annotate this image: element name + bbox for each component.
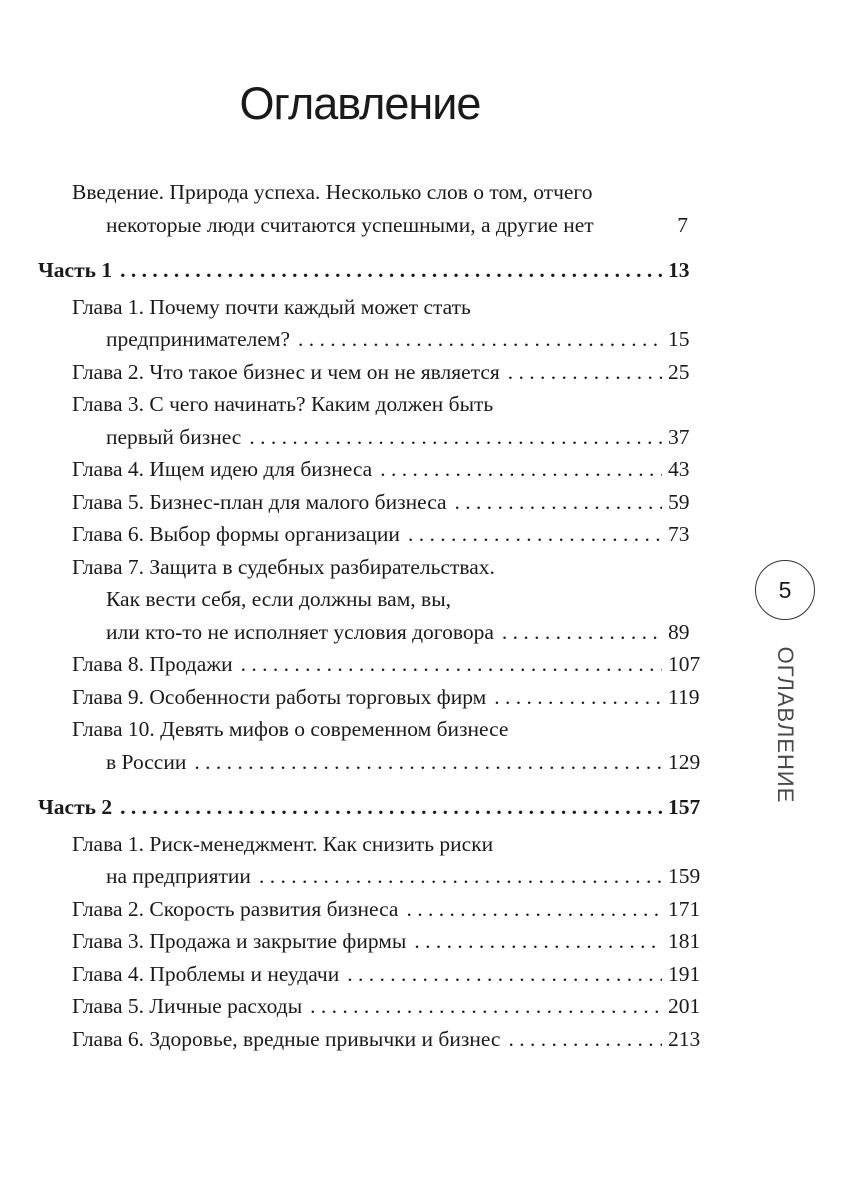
toc-chapter: [38, 388, 688, 421]
toc-page-number: 59: [668, 489, 690, 514]
dot-leader: [455, 486, 662, 519]
dot-leader: [494, 681, 662, 714]
toc-chapter-title: Глава 2. Что такое бизнес и чем он не является: [72, 359, 500, 384]
toc-page-number: 7: [677, 212, 688, 237]
toc-part-label: Часть 2: [38, 795, 113, 819]
toc-chapter[interactable]: [38, 990, 701, 1023]
toc-chapter[interactable]: [38, 356, 688, 389]
toc-page-number: 213: [668, 1026, 701, 1051]
toc-chapter-title: Глава 7. Защита в судебных разбирательствах.: [72, 554, 495, 579]
dot-leader: [508, 1023, 662, 1056]
toc-chapter-title: Глава 3. Продажа и закрытие фирмы: [72, 929, 407, 953]
toc-page-number: 157: [668, 795, 701, 819]
toc-chapter-title: Глава 5. Бизнес-план для малого бизнеса: [72, 489, 447, 514]
dot-leader: [406, 893, 662, 926]
dot-leader: [249, 421, 662, 454]
toc-chapter-title: Глава 1. Почему почти каждый может стать: [72, 294, 471, 319]
toc-page-number: 159: [668, 864, 701, 888]
toc-chapter-title: Глава 6. Здоровье, вредные привычки и бизнес: [72, 1026, 501, 1051]
toc-part-label: Часть 1: [38, 258, 113, 282]
toc-chapter[interactable]: [38, 958, 701, 991]
toc-part-2[interactable]: [38, 791, 701, 824]
toc-chapter-title: Глава 4. Ищем идею для бизнеса: [72, 457, 373, 481]
page-title: Оглавление: [239, 78, 481, 129]
dot-leader: [502, 616, 662, 649]
toc-part-1[interactable]: [38, 254, 688, 287]
toc-page-number: 15: [668, 327, 690, 351]
toc-chapter-title: Как вести себя, если должны вам, вы,: [106, 587, 452, 611]
toc-chapter-title: Глава 8. Продажи: [72, 652, 233, 676]
dot-leader: [241, 648, 662, 681]
toc-chapter: [38, 713, 688, 746]
dot-leader: [298, 323, 662, 356]
toc-chapter-title: Глава 5. Личные расходы: [72, 994, 303, 1018]
toc-chapter-continuation[interactable]: [38, 323, 688, 356]
toc-page-number: 191: [668, 961, 701, 986]
toc-chapter: [38, 551, 688, 584]
dot-leader: [310, 990, 662, 1023]
toc-chapter[interactable]: [38, 486, 688, 519]
toc-chapter-title: в России: [106, 749, 187, 774]
toc-page-number: 73: [668, 522, 690, 546]
toc-intro-text-1: Введение. Природа успеха. Несколько слов о том, отчего: [72, 180, 593, 204]
page-number-badge: 5: [755, 560, 815, 620]
dot-leader: [194, 746, 662, 779]
toc-intro-line2[interactable]: [38, 209, 688, 242]
table-of-contents: [38, 176, 701, 1055]
toc-chapter-title: первый бизнес: [106, 424, 242, 449]
toc-chapter-title: Глава 1. Риск-менеджмент. Как снизить риски: [72, 831, 494, 856]
toc-page-number: 201: [668, 994, 701, 1018]
toc-chapter-title: Глава 4. Проблемы и неудачи: [72, 961, 340, 986]
toc-page-number: 181: [668, 929, 701, 953]
toc-chapter[interactable]: [38, 648, 701, 681]
toc-page-number: 13: [668, 258, 690, 282]
toc-chapter-title: Глава 10. Девять мифов о современном бизнесе: [72, 717, 509, 741]
toc-chapter[interactable]: [38, 1023, 701, 1056]
toc-chapter-continuation[interactable]: [38, 616, 688, 649]
toc-chapter-title: Глава 9. Особенности работы торговых фирм: [72, 684, 487, 709]
toc-chapter-continuation[interactable]: [38, 421, 688, 454]
dot-leader: [120, 254, 662, 287]
toc-page-number: 107: [668, 652, 701, 676]
toc-chapter: [38, 291, 688, 324]
toc-page-number: 89: [668, 619, 690, 644]
toc-chapter[interactable]: [38, 453, 688, 486]
toc-page-number: 25: [668, 359, 690, 384]
toc-page-number: 171: [668, 896, 701, 921]
section-tab-label: ОГЛАВЛЕНИЕ: [773, 646, 798, 804]
toc-chapter[interactable]: [38, 893, 701, 926]
toc-chapter[interactable]: [38, 681, 700, 714]
dot-leader: [347, 958, 662, 991]
toc-page-number: 119: [668, 684, 700, 709]
toc-chapter-title: предпринимателем?: [106, 327, 291, 351]
dot-leader: [120, 791, 662, 824]
toc-chapter-title: или кто-то не исполняет условия договора: [106, 619, 494, 644]
dot-leader: [380, 453, 662, 486]
toc-page-number: 37: [668, 424, 690, 449]
dot-leader: [508, 356, 662, 389]
dot-leader: [259, 860, 662, 893]
toc-chapter-continuation[interactable]: [38, 746, 701, 779]
toc-page-number: 43: [668, 457, 690, 481]
toc-chapter-continuation: [38, 583, 688, 616]
toc-chapter[interactable]: [38, 925, 701, 958]
toc-intro-text-2: некоторые люди считаются успешными, а другие нет: [106, 212, 594, 237]
toc-chapter-title: Глава 3. С чего начинать? Каким должен быть: [72, 392, 494, 416]
toc-intro-line1: [38, 176, 688, 209]
toc-chapter: [38, 828, 688, 861]
dot-leader: [414, 925, 662, 958]
toc-chapter-continuation[interactable]: [38, 860, 701, 893]
toc-chapter-title: Глава 2. Скорость развития бизнеса: [72, 896, 399, 921]
toc-page-number: 129: [668, 749, 701, 774]
toc-chapter-title: на предприятии: [106, 864, 251, 888]
toc-chapter-title: Глава 6. Выбор формы организации: [72, 522, 400, 546]
dot-leader: [408, 518, 662, 551]
toc-chapter[interactable]: [38, 518, 688, 551]
